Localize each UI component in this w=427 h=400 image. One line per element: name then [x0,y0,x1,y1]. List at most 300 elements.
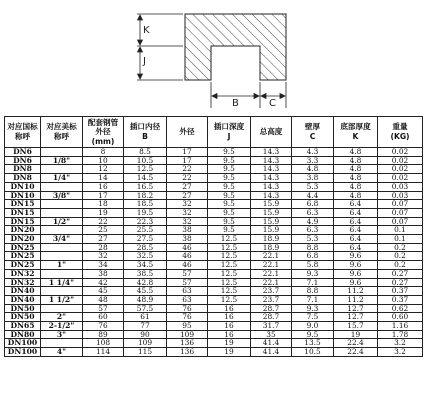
table-cell-socket-depth-j: 16 [208,313,251,322]
table-row [5,165,423,174]
table-cell-gb-nominal: DN15 [5,200,41,209]
table-cell-bottom-thickness-k: 9.6 [334,278,378,287]
table-cell-pipe-od: 32 [83,252,124,261]
table-cell-ansi-nominal [41,200,83,209]
table-cell-outer-diameter: 46 [167,243,208,252]
dimension-k-label: K [143,25,150,36]
table-cell-socket-bore-b: 25.5 [124,226,167,235]
table-cell-ansi-nominal [41,269,83,278]
dimension-b-label: B [232,98,239,109]
table-cell-overall-height: 31.7 [251,322,292,331]
table-header [5,117,423,148]
table-cell-socket-bore-b: 42.8 [124,278,167,287]
table-cell-bottom-thickness-k: 9.6 [334,269,378,278]
table-cell-socket-depth-j: 9.5 [208,200,251,209]
header-gb-nominal [5,117,41,148]
table-row [5,304,423,313]
table-cell-overall-height: 22.1 [251,261,292,270]
table-cell-wall-thickness-c: 6.3 [292,208,334,217]
table-cell-bottom-thickness-k: 4.8 [334,156,378,165]
table-cell-gb-nominal: DN40 [5,295,41,304]
table-cell-ansi-nominal: 1 1/4" [41,278,83,287]
table-cell-socket-depth-j: 12.5 [208,269,251,278]
table-cell-pipe-od: 27 [83,235,124,244]
table-cell-overall-height: 18.9 [251,235,292,244]
table-cell-socket-bore-b: 45.5 [124,287,167,296]
table-cell-pipe-od: 108 [83,339,124,348]
table-cell-gb-nominal: DN80 [5,330,41,339]
header-text: 壁厚 [304,122,321,132]
table-cell-pipe-od: 18 [83,200,124,209]
table-cell-weight: 1.16 [378,322,423,331]
header-row [5,117,423,148]
table-cell-bottom-thickness-k: 9.6 [334,252,378,261]
table-cell-weight: 0.1 [378,226,423,235]
table-cell-weight: 0.27 [378,278,423,287]
table-cell-outer-diameter: 22 [167,165,208,174]
table-cell-ansi-nominal [41,208,83,217]
header-text: 外径 [95,127,111,137]
table-row [5,200,423,209]
header-text: K [352,132,359,141]
table-row [5,348,423,357]
table-cell-outer-diameter: 27 [167,182,208,191]
table-cell-gb-nominal: DN8 [5,174,41,183]
table-cell-outer-diameter: 27 [167,191,208,200]
table-cell-socket-depth-j: 9.5 [208,217,251,226]
table-cell-socket-depth-j: 12.5 [208,243,251,252]
table-cell-wall-thickness-c: 5.8 [292,261,334,270]
table-cell-bottom-thickness-k: 4.8 [334,182,378,191]
table-cell-bottom-thickness-k: 4.8 [334,191,378,200]
table-cell-overall-height: 28.7 [251,313,292,322]
table-cell-outer-diameter: 32 [167,217,208,226]
header-text: 重量 [392,122,408,132]
table-row [5,208,423,217]
table-cell-ansi-nominal [41,287,83,296]
table-cell-pipe-od: 28 [83,243,124,252]
dimension-c-label: C [269,98,276,109]
table-cell-socket-depth-j: 16 [208,304,251,313]
table-cell-socket-depth-j: 12.5 [208,287,251,296]
table-cell-weight: 0.27 [378,269,423,278]
table-cell-gb-nominal: DN6 [5,148,41,157]
table-cell-gb-nominal: DN100 [5,348,41,357]
table-cell-socket-bore-b: 38.5 [124,269,167,278]
table-row [5,174,423,183]
table-cell-bottom-thickness-k: 15.7 [334,322,378,331]
table-cell-ansi-nominal: 1" [41,261,83,270]
table-cell-socket-bore-b: 27.5 [124,235,167,244]
header-text: 对应美标 [46,122,77,132]
table-cell-gb-nominal: DN10 [5,191,41,200]
table-cell-pipe-od: 57 [83,304,124,313]
table-cell-wall-thickness-c: 9.3 [292,304,334,313]
table-cell-bottom-thickness-k: 6.4 [334,217,378,226]
table-cell-pipe-od: 16 [83,182,124,191]
table-cell-bottom-thickness-k: 6.4 [334,235,378,244]
header-bottom-thickness-k [334,117,378,148]
table-cell-pipe-od: 17 [83,191,124,200]
table-cell-bottom-thickness-k: 6.4 [334,200,378,209]
table-cell-socket-depth-j: 12.5 [208,295,251,304]
table-cell-ansi-nominal [41,226,83,235]
header-text: 配套钢管 [87,117,119,127]
table-cell-weight: 0.62 [378,304,423,313]
table-cell-gb-nominal: DN6 [5,156,41,165]
table-cell-overall-height: 15.9 [251,226,292,235]
table-cell-outer-diameter: 63 [167,287,208,296]
table-cell-weight: 0.02 [378,148,423,157]
table-cell-pipe-od: 42 [83,278,124,287]
table-cell-bottom-thickness-k: 22.4 [334,339,378,348]
table-cell-socket-bore-b: 12.5 [124,165,167,174]
table-row [5,287,423,296]
table-cell-socket-bore-b: 57.5 [124,304,167,313]
table-cell-wall-thickness-c: 9.5 [292,330,334,339]
table-cell-weight: 0.02 [378,156,423,165]
table-cell-socket-bore-b: 10.5 [124,156,167,165]
table-cell-wall-thickness-c: 4.3 [292,148,334,157]
hatched-fitting-body [185,14,286,80]
table-cell-weight: 0.02 [378,174,423,183]
table-cell-outer-diameter: 109 [167,330,208,339]
table-cell-wall-thickness-c: 7.5 [292,313,334,322]
table-cell-weight: 3.2 [378,348,423,357]
table-cell-ansi-nominal [41,339,83,348]
table-row [5,226,423,235]
table-body [5,148,423,357]
header-text: (KG) [390,132,410,141]
table-cell-outer-diameter: 46 [167,261,208,270]
table-cell-bottom-thickness-k: 6.4 [334,208,378,217]
table-cell-socket-bore-b: 115 [124,348,167,357]
header-text: 插口深度 [213,122,245,132]
table-cell-outer-diameter: 38 [167,235,208,244]
table-cell-weight: 0.07 [378,208,423,217]
table-cell-overall-height: 22.1 [251,269,292,278]
table-cell-wall-thickness-c: 6.8 [292,252,334,261]
fitting-cross-section-diagram [0,0,427,112]
table-cell-socket-depth-j: 9.5 [208,226,251,235]
table-cell-pipe-od: 89 [83,330,124,339]
table-cell-outer-diameter: 76 [167,304,208,313]
table-cell-gb-nominal: DN25 [5,243,41,252]
table-cell-weight: 0.1 [378,235,423,244]
table-cell-bottom-thickness-k: 4.8 [334,148,378,157]
table-cell-wall-thickness-c: 13.5 [292,339,334,348]
table-cell-socket-depth-j: 12.5 [208,261,251,270]
table-cell-socket-bore-b: 18.5 [124,200,167,209]
header-text: (mm) [91,136,115,146]
table-cell-gb-nominal: DN10 [5,182,41,191]
table-cell-socket-depth-j: 9.5 [208,208,251,217]
table-cell-overall-height: 41.4 [251,348,292,357]
table-cell-ansi-nominal [41,148,83,157]
table-cell-socket-bore-b: 90 [124,330,167,339]
table-cell-outer-diameter: 136 [167,339,208,348]
table-cell-weight: 0.2 [378,243,423,252]
table-cell-ansi-nominal: 3/4" [41,235,83,244]
table-cell-ansi-nominal: 1/4" [41,174,83,183]
table-cell-ansi-nominal: 1/8" [41,156,83,165]
table-cell-gb-nominal: DN20 [5,226,41,235]
table-cell-overall-height: 18.9 [251,243,292,252]
table-cell-wall-thickness-c: 7.1 [292,295,334,304]
table-cell-ansi-nominal [41,182,83,191]
table-cell-outer-diameter: 136 [167,348,208,357]
header-weight [378,117,423,148]
table-row [5,191,423,200]
table-cell-socket-depth-j: 9.5 [208,174,251,183]
table-cell-ansi-nominal: 3/8" [41,191,83,200]
table-cell-pipe-od: 14 [83,174,124,183]
table-cell-socket-depth-j: 9.5 [208,156,251,165]
table-cell-overall-height: 23.7 [251,295,292,304]
table-cell-ansi-nominal [41,243,83,252]
header-text: 称呼 [14,132,31,141]
table-row [5,217,423,226]
table-cell-socket-depth-j: 9.5 [208,191,251,200]
table-cell-socket-depth-j: 12.5 [208,235,251,244]
table-cell-weight: 0.2 [378,252,423,261]
table-cell-pipe-od: 12 [83,165,124,174]
table-cell-wall-thickness-c: 10.5 [292,348,334,357]
table-cell-gb-nominal: DN100 [5,339,41,348]
table-cell-wall-thickness-c: 3.3 [292,156,334,165]
table-cell-gb-nominal: DN32 [5,278,41,287]
dimension-j-label: J [143,56,146,67]
table-cell-overall-height: 14.3 [251,156,292,165]
table-cell-weight: 0.02 [378,165,423,174]
table-row [5,261,423,270]
table-cell-ansi-nominal: 3" [41,330,83,339]
table-cell-wall-thickness-c: 6.8 [292,200,334,209]
header-text: 插口内径 [129,122,161,132]
header-text: 外径 [179,127,195,137]
table-cell-bottom-thickness-k: 11.2 [334,287,378,296]
table-cell-outer-diameter: 46 [167,252,208,261]
header-wall-thickness-c [292,117,334,148]
table-cell-bottom-thickness-k: 9.6 [334,261,378,270]
table-cell-wall-thickness-c: 4.4 [292,191,334,200]
table-row [5,339,423,348]
table-cell-gb-nominal: DN40 [5,287,41,296]
table-cell-pipe-od: 10 [83,156,124,165]
header-text: 总高度 [259,127,283,137]
table-cell-socket-bore-b: 16.5 [124,182,167,191]
table-cell-outer-diameter: 38 [167,226,208,235]
table-cell-pipe-od: 19 [83,208,124,217]
table-cell-socket-depth-j: 9.5 [208,165,251,174]
table-cell-weight: 1.78 [378,330,423,339]
table-cell-overall-height: 14.3 [251,165,292,174]
table-cell-outer-diameter: 32 [167,200,208,209]
table-cell-pipe-od: 34 [83,261,124,270]
table-cell-socket-depth-j: 9.5 [208,182,251,191]
table-cell-wall-thickness-c: 3.8 [292,174,334,183]
table-cell-ansi-nominal: 2" [41,313,83,322]
table-cell-weight: 0.37 [378,287,423,296]
table-cell-gb-nominal: DN50 [5,304,41,313]
table-cell-socket-bore-b: 61 [124,313,167,322]
header-text: 底部厚度 [340,122,371,132]
table-cell-gb-nominal: DN15 [5,217,41,226]
table-cell-socket-bore-b: 77 [124,322,167,331]
header-socket-bore-b [124,117,167,148]
table-cell-wall-thickness-c: 4.8 [292,165,334,174]
table-cell-gb-nominal: DN8 [5,165,41,174]
table-cell-overall-height: 22.1 [251,278,292,287]
table-cell-overall-height: 15.9 [251,217,292,226]
table-cell-gb-nominal: DN15 [5,208,41,217]
table-row [5,322,423,331]
table-cell-overall-height: 35 [251,330,292,339]
table-cell-gb-nominal: DN65 [5,322,41,331]
table-cell-outer-diameter: 95 [167,322,208,331]
table-cell-overall-height: 14.3 [251,191,292,200]
table-cell-ansi-nominal: 1/2" [41,217,83,226]
table-cell-socket-bore-b: 109 [124,339,167,348]
table-cell-bottom-thickness-k: 19 [334,330,378,339]
table-row [5,235,423,244]
header-overall-height [251,117,292,148]
table-cell-socket-bore-b: 48.9 [124,295,167,304]
table-cell-weight: 0.07 [378,200,423,209]
table-cell-bottom-thickness-k: 12.7 [334,313,378,322]
table-cell-socket-depth-j: 19 [208,348,251,357]
table-cell-outer-diameter: 17 [167,156,208,165]
table-cell-weight: 0.2 [378,261,423,270]
table-cell-ansi-nominal: 4" [41,348,83,357]
table-cell-pipe-od: 48 [83,295,124,304]
table-cell-socket-bore-b: 14.5 [124,174,167,183]
table-cell-gb-nominal: DN25 [5,252,41,261]
table-cell-wall-thickness-c: 8.8 [292,243,334,252]
table-cell-socket-depth-j: 16 [208,322,251,331]
table-row [5,243,423,252]
table-cell-weight: 3.2 [378,339,423,348]
table-cell-overall-height: 14.3 [251,182,292,191]
table-cell-socket-bore-b: 8.5 [124,148,167,157]
table-cell-overall-height: 14.3 [251,174,292,183]
table-cell-overall-height: 28.7 [251,304,292,313]
table-row [5,295,423,304]
table-cell-socket-depth-j: 9.5 [208,148,251,157]
table-cell-wall-thickness-c: 9.0 [292,322,334,331]
table-cell-weight: 0.03 [378,182,423,191]
table-cell-weight: 0.60 [378,313,423,322]
table-cell-pipe-od: 114 [83,348,124,357]
table-cell-weight: 0.07 [378,217,423,226]
table-cell-wall-thickness-c: 4.9 [292,217,334,226]
table-row [5,182,423,191]
table-cell-socket-bore-b: 28.5 [124,243,167,252]
table-cell-outer-diameter: 57 [167,269,208,278]
table-cell-outer-diameter: 63 [167,295,208,304]
table-cell-gb-nominal: DN20 [5,235,41,244]
header-text: J [227,132,231,141]
table-cell-socket-bore-b: 22.3 [124,217,167,226]
table-cell-wall-thickness-c: 5.3 [292,235,334,244]
header-text: C [309,132,316,141]
table-cell-overall-height: 14.3 [251,148,292,157]
table-cell-wall-thickness-c: 7.1 [292,278,334,287]
header-text: 称呼 [53,132,70,141]
table-cell-ansi-nominal [41,165,83,174]
header-ansi-nominal [41,117,83,148]
table-cell-socket-bore-b: 32.5 [124,252,167,261]
table-cell-overall-height: 23.7 [251,287,292,296]
socket-weld-fitting-spec-table [4,116,423,357]
table-cell-ansi-nominal [41,304,83,313]
table-cell-weight: 0.37 [378,295,423,304]
table-cell-bottom-thickness-k: 11.2 [334,295,378,304]
table-cell-pipe-od: 38 [83,269,124,278]
table-cell-bottom-thickness-k: 12.7 [334,304,378,313]
table-cell-gb-nominal: DN50 [5,313,41,322]
table-row [5,278,423,287]
table-cell-overall-height: 15.9 [251,200,292,209]
table-cell-ansi-nominal [41,252,83,261]
table-row [5,252,423,261]
table-cell-pipe-od: 45 [83,287,124,296]
table-row [5,313,423,322]
header-text: B [142,132,148,141]
table-cell-socket-depth-j: 16 [208,330,251,339]
table-cell-ansi-nominal: 1 1/2" [41,295,83,304]
table-cell-gb-nominal: DN32 [5,269,41,278]
table-cell-weight: 0.03 [378,191,423,200]
table-cell-outer-diameter: 32 [167,208,208,217]
table-row [5,148,423,157]
table-cell-bottom-thickness-k: 4.8 [334,165,378,174]
table-cell-bottom-thickness-k: 6.4 [334,243,378,252]
table-cell-wall-thickness-c: 6.3 [292,226,334,235]
table-cell-socket-bore-b: 19.5 [124,208,167,217]
header-outer-diameter [167,117,208,148]
table-row [5,269,423,278]
table-cell-bottom-thickness-k: 6.4 [334,226,378,235]
header-text: 对应国标 [7,122,38,132]
table-cell-socket-depth-j: 12.5 [208,278,251,287]
table-row [5,330,423,339]
table-cell-pipe-od: 60 [83,313,124,322]
table-cell-overall-height: 41.4 [251,339,292,348]
table-cell-wall-thickness-c: 8.8 [292,287,334,296]
table-cell-gb-nominal: DN25 [5,261,41,270]
table-cell-overall-height: 22.1 [251,252,292,261]
table-cell-bottom-thickness-k: 22.4 [334,348,378,357]
table-cell-outer-diameter: 76 [167,313,208,322]
table-cell-ansi-nominal: 2-1/2" [41,322,83,331]
table-cell-overall-height: 15.9 [251,208,292,217]
table-row [5,156,423,165]
table-cell-bottom-thickness-k: 4.8 [334,174,378,183]
table-cell-outer-diameter: 17 [167,148,208,157]
table-cell-pipe-od: 22 [83,217,124,226]
table-cell-socket-bore-b: 34.5 [124,261,167,270]
table-cell-outer-diameter: 22 [167,174,208,183]
table-cell-pipe-od: 8 [83,148,124,157]
table-cell-socket-depth-j: 19 [208,339,251,348]
header-socket-depth-j [208,117,251,148]
table-cell-outer-diameter: 57 [167,278,208,287]
table-cell-wall-thickness-c: 9.3 [292,269,334,278]
table-cell-socket-bore-b: 18.2 [124,191,167,200]
table-cell-wall-thickness-c: 5.3 [292,182,334,191]
header-pipe-od [83,117,124,148]
